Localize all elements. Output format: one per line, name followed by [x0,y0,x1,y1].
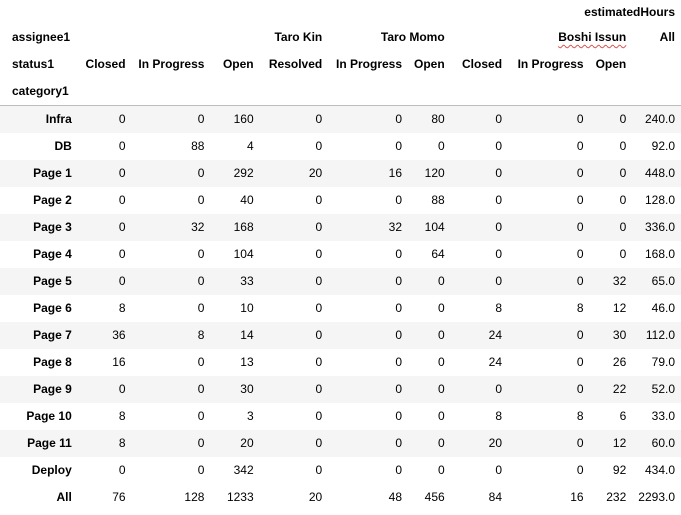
table-cell: 0 [576,139,584,153]
table-cell: 128 [184,490,205,504]
row-label: Page 1 [33,166,72,180]
header-row-category [0,78,681,106]
table-cell: 3 [246,409,254,423]
table-cell: 0 [315,220,323,234]
table-cell: 36 [112,328,126,342]
assignee-header-text: Boshi Issun [558,30,627,44]
table-cell: 0 [576,247,584,261]
table-cell: 0 [576,436,584,450]
table-row [0,160,681,187]
table-cell: 22 [612,382,627,396]
table-cell: 0 [438,463,445,477]
status-header: Open [595,57,627,71]
table-body [0,106,681,512]
table-cell: 8 [576,301,584,315]
table-row [0,295,681,322]
row-label: Page 5 [33,274,72,288]
table-cell: 0 [619,139,627,153]
assignee-header: Taro Kin [274,30,323,44]
table-cell: 8 [197,328,205,342]
row-label: Infra [45,112,72,126]
table-row [0,457,681,484]
table-cell: 0 [197,247,205,261]
table-cell: 0 [118,112,126,126]
table-cell: 0 [495,382,503,396]
table-cell: 0 [438,274,445,288]
table-row [0,349,681,376]
status-header: Closed [85,57,126,71]
table-cell: 0 [495,139,503,153]
table-cell: 0 [197,301,205,315]
table-cell: 80 [431,112,445,126]
table-cell: 8 [576,409,584,423]
table-cell: 24 [488,328,503,342]
table-cell: 8 [118,436,126,450]
table-cell: 0 [395,463,403,477]
table-cell: 0 [395,436,403,450]
table-cell: 0 [315,382,323,396]
table-cell: 0 [197,355,205,369]
status-header: In Progress [138,57,205,71]
table-row [0,322,681,349]
table-cell: 20 [308,490,323,504]
table-cell: 10 [240,301,254,315]
table-cell: 32 [191,220,205,234]
table-cell: 0 [315,139,323,153]
table-cell: 160 [233,112,254,126]
status-header: In Progress [517,57,584,71]
row-label: Page 7 [33,328,72,342]
table-header [0,0,681,106]
table-cell: 0 [315,112,323,126]
table-cell: 448.0 [644,166,675,180]
table-cell: 92.0 [651,139,675,153]
table-cell: 24 [488,355,503,369]
table-cell: 16 [570,490,584,504]
table-cell: 0 [118,139,126,153]
table-row [0,430,681,457]
table-cell: 46.0 [651,301,675,315]
table-cell: 32 [612,274,627,288]
table-cell: 292 [233,166,254,180]
table-cell: 128.0 [644,193,675,207]
table-cell: 4 [246,139,254,153]
table-cell: 0 [576,112,584,126]
table-cell: 8 [495,301,503,315]
assignee-header: Taro Momo [380,30,445,44]
table-cell: 240.0 [644,112,675,126]
status-header: Resolved [268,57,323,71]
table-cell: 30 [612,328,627,342]
assignee-header-blank [78,24,260,51]
table-cell: 0 [438,328,445,342]
row-label: Page 6 [33,301,72,315]
assignee-header [451,24,633,51]
table-cell: 0 [395,382,403,396]
table-cell: 0 [197,112,205,126]
table-cell: 0 [395,301,403,315]
table-cell: 8 [118,301,126,315]
table-cell: 0 [495,193,503,207]
table-cell: 120 [424,166,445,180]
table-cell: 336.0 [644,220,675,234]
header-row-status [0,51,681,78]
table-cell: 0 [315,409,323,423]
table-cell: 0 [118,382,126,396]
table-cell: 456 [424,490,445,504]
table-cell: 0 [315,247,323,261]
row-label: Page 4 [33,247,72,261]
table-cell: 0 [315,463,323,477]
table-cell: 232 [606,490,627,504]
row-label: Page 11 [27,436,72,450]
table-cell: 0 [438,382,445,396]
assignee-header-total: All [659,30,675,44]
table-cell: 0 [395,193,403,207]
table-cell: 0 [197,382,205,396]
table-cell: 0 [395,274,403,288]
table-cell: 0 [395,247,403,261]
table-cell: 0 [315,193,323,207]
table-cell: 52.0 [651,382,675,396]
table-cell: 112.0 [645,328,675,342]
table-cell: 26 [612,355,627,369]
table-cell: 0 [576,382,584,396]
table-cell: 0 [438,301,445,315]
table-cell: 104 [424,220,445,234]
table-cell: 0 [438,355,445,369]
table-cell: 342 [233,463,254,477]
table-cell: 92 [612,463,627,477]
table-row [0,133,681,160]
table-cell: 0 [197,463,205,477]
table-cell: 33.0 [651,409,675,423]
table-cell: 12 [612,301,627,315]
table-cell: 0 [495,274,503,288]
table-cell: 14 [240,328,254,342]
table-cell: 76 [112,490,126,504]
table-cell: 0 [619,193,627,207]
table-cell: 33 [240,274,254,288]
table-cell: 434.0 [644,463,675,477]
table-cell: 40 [240,193,254,207]
table-cell: 0 [197,436,205,450]
table-cell: 0 [576,328,584,342]
table-row [0,214,681,241]
table-cell: 0 [395,328,403,342]
table-cell: 84 [488,490,503,504]
table-cell: 8 [118,409,126,423]
table-cell: 16 [112,355,126,369]
table-cell: 0 [619,247,627,261]
table-cell: 0 [576,166,584,180]
table-cell: 48 [388,490,403,504]
table-cell: 0 [197,193,205,207]
table-cell: 0 [619,112,627,126]
table-cell: 0 [118,193,126,207]
table-cell: 0 [619,166,627,180]
table-cell: 168.0 [644,247,675,261]
index-level-name-status: status1 [12,57,55,71]
table-cell: 32 [388,220,403,234]
table-row [0,403,681,430]
index-level-name-category: category1 [0,78,78,106]
row-label: DB [54,139,72,153]
table-cell: 0 [438,139,445,153]
table-cell: 20 [488,436,503,450]
table-cell: 1233 [226,490,254,504]
table-row [0,241,681,268]
table-cell: 0 [197,409,205,423]
table-cell: 0 [197,166,205,180]
table-cell: 0 [118,220,126,234]
table-cell: 0 [118,166,126,180]
table-cell: 60.0 [651,436,675,450]
table-cell: 0 [315,436,323,450]
table-cell: 64 [431,247,445,261]
table-cell: 20 [240,436,254,450]
table-cell: 8 [495,409,503,423]
table-cell: 0 [576,193,584,207]
table-cell: 20 [308,166,323,180]
table-cell: 0 [576,463,584,477]
table-cell: 0 [395,409,403,423]
table-cell: 0 [395,112,403,126]
table-cell: 30 [240,382,254,396]
index-level-name-assignee: assignee1 [12,30,71,44]
table-row [0,376,681,403]
table-cell: 0 [495,112,503,126]
table-cell: 0 [495,220,503,234]
status-header: Closed [462,57,503,71]
status-header: In Progress [335,57,403,71]
table-cell: 0 [315,274,323,288]
table-cell: 0 [576,274,584,288]
table-cell: 0 [315,355,323,369]
row-label: Page 3 [33,220,72,234]
table-row [0,484,681,511]
table-cell: 88 [191,139,205,153]
table-cell: 0 [495,247,503,261]
table-cell: 0 [118,247,126,261]
row-label: Deploy [31,463,72,477]
header-row-value [0,0,681,24]
table-cell: 168 [233,220,254,234]
table-cell: 0 [118,274,126,288]
row-label: Page 8 [33,355,72,369]
status-header: Open [222,57,254,71]
table-cell: 6 [619,409,627,423]
table-cell: 0 [315,328,323,342]
table-row [0,106,681,134]
header-row-assignee [0,24,681,51]
table-cell: 0 [315,301,323,315]
row-label: Page 2 [33,193,72,207]
table-cell: 0 [438,436,445,450]
table-cell: 0 [118,463,126,477]
table-cell: 0 [576,355,584,369]
table-cell: 88 [431,193,445,207]
table-cell: 79.0 [651,355,675,369]
table-cell: 0 [619,220,627,234]
table-row [0,187,681,214]
table-cell: 2293.0 [638,490,675,504]
table-row [0,268,681,295]
table-cell: 0 [395,355,403,369]
value-column-label: estimatedHours [584,5,675,19]
table-cell: 104 [233,247,254,261]
table-cell: 0 [197,274,205,288]
row-label: Page 9 [33,382,72,396]
table-cell: 0 [395,139,403,153]
table-cell: 0 [495,463,503,477]
row-label: Page 10 [26,409,72,423]
table-cell: 13 [240,355,254,369]
table-cell: 0 [438,409,445,423]
table-cell: 65.0 [651,274,675,288]
table-cell: 12 [612,436,627,450]
table-cell: 0 [576,220,584,234]
status-header: Open [414,57,445,71]
row-label: All [56,490,72,504]
table-cell: 16 [388,166,403,180]
table-cell: 0 [495,166,503,180]
